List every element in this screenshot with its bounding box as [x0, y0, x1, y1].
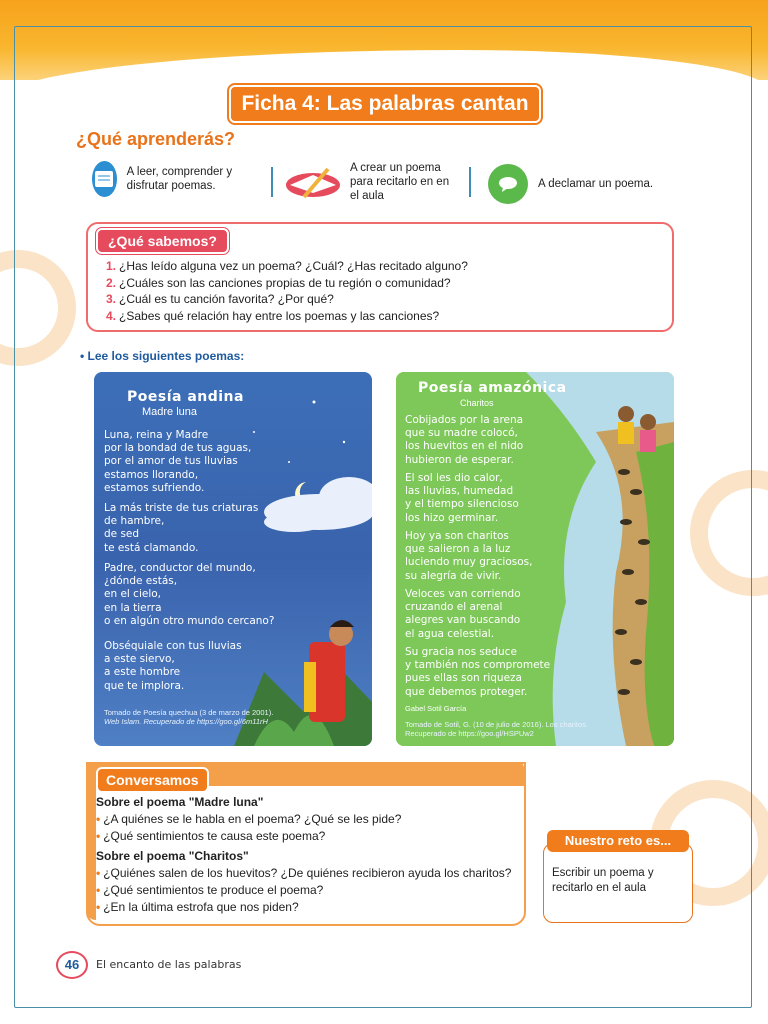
poem-stanza: Su gracia nos seduce y también nos compromete pues ellas son riqueza que debemos proteger. [405, 646, 551, 698]
poem-credit: Tomado de Poesía quechua (3 de marzo de 2001). [104, 708, 274, 717]
learn-item-declaim [488, 164, 668, 204]
list-item: • ¿Qué sentimientos te produce el poema? [96, 883, 324, 897]
list-item: 4. ¿Sabes qué relación hay entre los poemas y las canciones? [106, 308, 440, 323]
poem-card-amazonica [396, 372, 674, 746]
book-icon [92, 161, 117, 197]
sabemos-label: ¿Qué sabemos? [96, 228, 229, 254]
poem-credit: Recuperado de https://goo.gl/HSPUw2 [405, 729, 534, 738]
poem-card-andina [94, 372, 372, 746]
poem-subtitle: Charitos [460, 398, 494, 408]
poem-author: Gabel Sotil García [405, 704, 467, 713]
poem-stanza: El sol les dio calor, las lluvias, humedad y el tiempo silencioso los hizo germinar. [405, 472, 519, 524]
learn-heading: ¿Qué aprenderás? [76, 129, 236, 149]
poem-stanza: Luna, reina y Madre por la bondad de tus aguas, por el amor de tus lluvias estamos llorando, estamos sufriendo. [104, 429, 252, 494]
poem-title: Poesía andina [127, 389, 244, 405]
poem-stanza: Hoy ya son charitos que salieron a la luz luciendo muy graciosos, su alegría de vivir. [405, 530, 533, 582]
conversamos-left-bar [86, 780, 96, 920]
conversamos-label: Conversamos [96, 767, 209, 793]
footer-text: El encanto de las palabras [96, 958, 242, 971]
poem-credit: Web Islam. Recuperado de https://goo.gl/6m11rH [104, 717, 268, 726]
conversamos-heading: Sobre el poema "Madre luna" [96, 795, 264, 809]
list-item: 2. ¿Cuáles son las canciones propias de tu región o comunidad? [106, 275, 451, 290]
poem-subtitle: Madre luna [142, 406, 198, 418]
speech-bubble-icon [488, 164, 528, 204]
divider [271, 167, 273, 197]
list-item: 1. ¿Has leído alguna vez un poema? ¿Cuál? ¿Has recitado alguno? [106, 259, 468, 273]
page-number: 46 [56, 951, 88, 979]
poem-stanza: Padre, conductor del mundo, ¿dónde estás, en el cielo, en la tierra o en algún otro mundo cercano? [104, 562, 275, 627]
learn-item-text: A leer, comprender y disfrutar poemas. [126, 166, 233, 192]
list-item: • ¿A quiénes se le habla en el poema? ¿Qué se les pide? [96, 812, 402, 826]
poem-stanza: Veloces van corriendo cruzando el arenal alegres van buscando el agua celestial. [405, 588, 521, 640]
list-item: • ¿Quiénes salen de los huevitos? ¿De quiénes recibieron ayuda los charitos? [96, 866, 512, 880]
poem-credit: Tomado de Sotil, G. (10 de julio de 2016). Los charitos. [405, 720, 589, 729]
learn-item-create [284, 161, 459, 203]
learn-item-read [92, 161, 262, 197]
conversamos-heading: Sobre el poema "Charitos" [96, 849, 249, 863]
list-item: 3. ¿Cuál es tu canción favorita? ¿Por qué? [106, 292, 334, 306]
learn-item-text: A crear un poema para recitarlo en en el aula [350, 162, 450, 202]
poem-stanza: Cobijados por la arena que su madre colocó, los huevitos en el nido hubieron de esperar. [405, 414, 524, 466]
instruction: • Lee los siguientes poemas: [80, 349, 245, 363]
reto-text: Escribir un poema y recitarlo en el aula [552, 867, 654, 894]
learn-item-text: A declamar un poema. [538, 178, 654, 190]
list-item: • ¿Qué sentimientos te causa este poema? [96, 829, 326, 843]
poem-title: Poesía amazónica [418, 380, 567, 396]
poem-stanza: Obséquiale con tus lluvias a este siervo, a este hombre que te implora. [104, 640, 242, 692]
page-title: Ficha 4: Las palabras cantan [229, 85, 541, 123]
poem-stanza: La más triste de tus criaturas de hambre, de sed te está clamando. [104, 502, 259, 554]
list-item: • ¿En la última estrofa que nos piden? [96, 900, 299, 914]
divider [469, 167, 471, 197]
pencil-book-icon [284, 163, 342, 201]
reto-label: Nuestro reto es... [547, 830, 689, 852]
sabemos-questions [106, 258, 468, 324]
